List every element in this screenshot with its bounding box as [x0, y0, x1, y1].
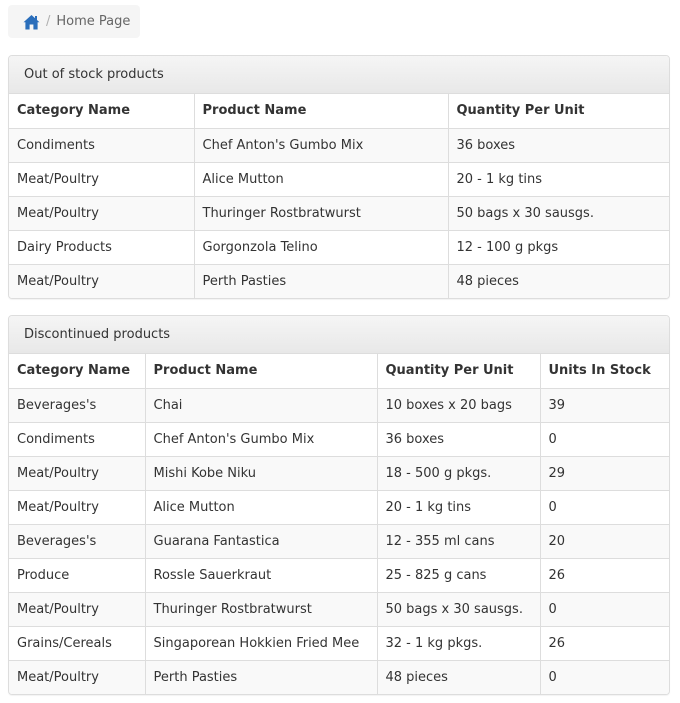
table-cell: Guarana Fantastica	[145, 524, 377, 558]
table-cell: 0	[540, 660, 669, 694]
table-cell: Singaporean Hokkien Fried Mee	[145, 626, 377, 660]
table-cell: 20 - 1 kg tins	[377, 490, 540, 524]
table-cell: 50 bags x 30 sausgs.	[448, 196, 669, 230]
panel-title: Discontinued products	[9, 316, 669, 354]
table-cell: 26	[540, 558, 669, 592]
table-row	[9, 128, 669, 162]
table-cell: Meat/Poultry	[9, 196, 194, 230]
table-cell: 12 - 355 ml cans	[377, 524, 540, 558]
table-cell: 29	[540, 456, 669, 490]
table-header-row	[9, 94, 669, 128]
table-cell: 20	[540, 524, 669, 558]
table-row	[9, 162, 669, 196]
table-row	[9, 196, 669, 230]
table-cell: Meat/Poultry	[9, 490, 145, 524]
out-of-stock-table	[9, 94, 669, 298]
out-of-stock-panel	[8, 55, 670, 299]
column-header: Category Name	[17, 103, 131, 119]
table-cell: 48 pieces	[377, 660, 540, 694]
table-cell: 26	[540, 626, 669, 660]
table-cell: 18 - 500 g pkgs.	[377, 456, 540, 490]
table-cell: 36 boxes	[448, 128, 669, 162]
column-header: Quantity Per Unit	[448, 94, 669, 128]
table-cell: Chai	[145, 388, 377, 422]
column-header: Units In Stock	[540, 354, 669, 388]
table-row	[9, 456, 669, 490]
table-cell: Condiments	[9, 422, 145, 456]
table-cell: Meat/Poultry	[9, 592, 145, 626]
table-cell: Mishi Kobe Niku	[145, 456, 377, 490]
column-header: Category Name	[17, 363, 131, 379]
table-cell: Beverages's	[9, 524, 145, 558]
panel-title: Out of stock products	[9, 56, 669, 94]
column-header: Product Name	[194, 94, 448, 128]
table-row	[9, 626, 669, 660]
table-cell: Rossle Sauerkraut	[145, 558, 377, 592]
home-icon	[23, 14, 40, 30]
table-cell: 48 pieces	[448, 264, 669, 298]
table-cell: 39	[540, 388, 669, 422]
table-cell: 36 boxes	[377, 422, 540, 456]
table-row	[9, 490, 669, 524]
column-header: Quantity Per Unit	[377, 354, 540, 388]
table-cell: Thuringer Rostbratwurst	[194, 196, 448, 230]
table-cell: 0	[540, 490, 669, 524]
table-cell: 12 - 100 g pkgs	[448, 230, 669, 264]
discontinued-table	[9, 354, 669, 694]
table-row	[9, 388, 669, 422]
table-row	[9, 264, 669, 298]
table-cell: Chef Anton's Gumbo Mix	[145, 422, 377, 456]
table-cell: 32 - 1 kg pkgs.	[377, 626, 540, 660]
table-row	[9, 592, 669, 626]
table-cell: Chef Anton's Gumbo Mix	[194, 128, 448, 162]
breadcrumb-separator: /	[46, 14, 51, 29]
breadcrumb-current: Home Page	[56, 14, 131, 29]
table-cell: Condiments	[9, 128, 194, 162]
table-cell: 50 bags x 30 sausgs.	[377, 592, 540, 626]
breadcrumb	[8, 5, 140, 38]
table-cell: Perth Pasties	[194, 264, 448, 298]
table-cell: Meat/Poultry	[9, 456, 145, 490]
table-header-row	[9, 354, 669, 388]
table-cell: Alice Mutton	[145, 490, 377, 524]
table-cell: Dairy Products	[9, 230, 194, 264]
table-cell: 0	[540, 592, 669, 626]
table-cell: Produce	[9, 558, 145, 592]
table-cell: Meat/Poultry	[9, 162, 194, 196]
table-cell: Gorgonzola Telino	[194, 230, 448, 264]
discontinued-panel	[8, 315, 670, 695]
table-row	[9, 230, 669, 264]
table-cell: 0	[540, 422, 669, 456]
table-cell: 10 boxes x 20 bags	[377, 388, 540, 422]
table-row	[9, 422, 669, 456]
table-cell: Perth Pasties	[145, 660, 377, 694]
column-header: Product Name	[145, 354, 377, 388]
table-cell: Meat/Poultry	[9, 660, 145, 694]
table-cell: 20 - 1 kg tins	[448, 162, 669, 196]
table-cell: Meat/Poultry	[9, 264, 194, 298]
table-cell: Beverages's	[9, 388, 145, 422]
table-row	[9, 660, 669, 694]
table-cell: 25 - 825 g cans	[377, 558, 540, 592]
table-cell: Grains/Cereals	[9, 626, 145, 660]
table-row	[9, 524, 669, 558]
table-row	[9, 558, 669, 592]
home-link[interactable]	[23, 14, 40, 30]
table-cell: Alice Mutton	[194, 162, 448, 196]
table-cell: Thuringer Rostbratwurst	[145, 592, 377, 626]
